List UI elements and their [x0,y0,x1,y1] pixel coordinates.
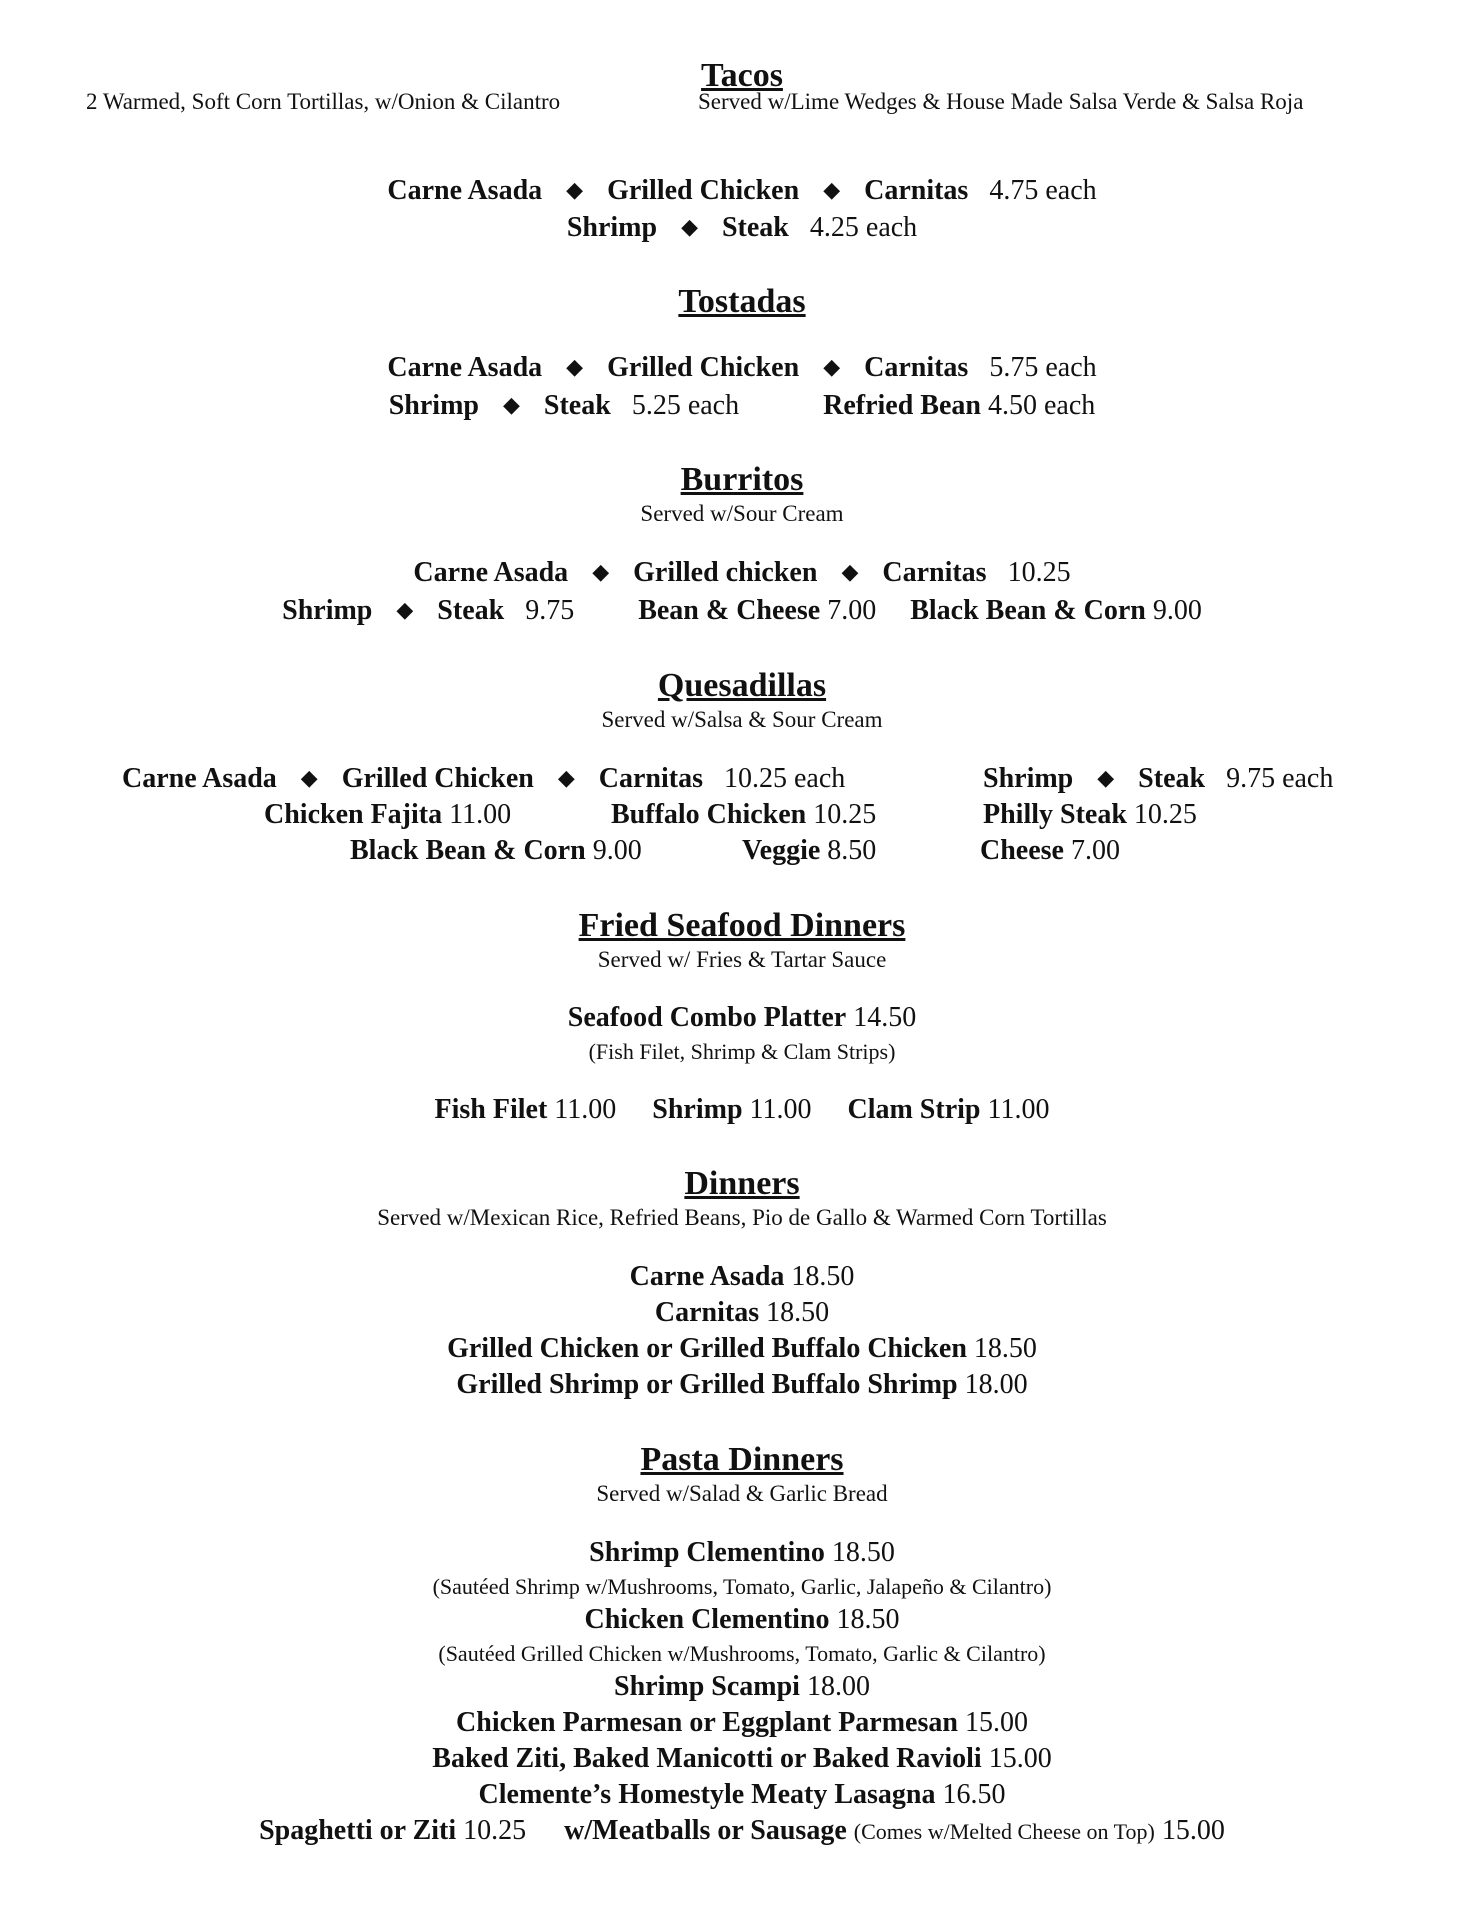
section-title-tacos: Tacos [701,57,783,94]
menu-item-price: 8.50 [827,835,877,866]
menu-item-name: Shrimp [388,390,479,421]
menu-item-price: 4.50 each [987,390,1096,421]
menu-item-name: Carne Asada [122,763,277,794]
diamond-icon: ◆ [566,177,584,202]
menu-item-price: 18.00 [806,1671,870,1702]
menu-item-price: 7.00 [827,595,877,626]
menu-item-name: Black Bean & Corn [910,595,1146,626]
menu-item-name: Shrimp [566,212,658,243]
menu-item-price: 11.00 [449,799,512,830]
quesadillas-served-note: Served w/Salsa & Sour Cream [601,707,883,732]
menu-item-price: 15.00 [1161,1815,1225,1846]
seafood-served-note: Served w/ Fries & Tartar Sauce [597,947,887,972]
pasta-item [0,1603,1484,1637]
menu-item-price: 16.50 [942,1779,1006,1810]
menu-item-name: Carnitas [864,175,969,206]
quesadillas-item [983,798,1197,832]
menu-item-name: Philly Steak [983,799,1127,830]
diamond-icon: ◆ [841,559,859,584]
pasta-item-note: (Sautéed Shrimp w/Mushrooms, Tomato, Garlic, Jalapeño & Cilantro) [432,1574,1052,1599]
diamond-icon: ◆ [823,177,841,202]
menu-item-price: 4.75 each [989,175,1097,206]
section-title-dinners: Dinners [684,1165,800,1202]
dinners-item [0,1368,1484,1402]
diamond-icon: ◆ [300,765,318,790]
menu-item-price: 15.00 [964,1707,1028,1738]
dinners-item [0,1260,1484,1294]
menu-item-name: Carne Asada [387,352,543,383]
menu-item-name: Carne Asada [413,557,569,588]
diamond-icon: ◆ [557,765,575,790]
menu-item-name: Steak [543,390,611,421]
menu-item-name: Chicken Clementino [584,1604,830,1635]
menu-item-name: Carnitas [598,763,703,794]
menu-item-price: 10.25 [1007,557,1071,588]
menu-item-name: Carnitas [882,557,987,588]
menu-item-name: Cheese [980,835,1064,866]
menu-item-name: Refried Bean [823,390,981,421]
menu-item-price: 15.00 [988,1743,1052,1774]
menu-item-name: Spaghetti or Ziti [259,1815,457,1846]
menu-item-name: Grilled Chicken [607,352,800,383]
menu-item-price: 4.25 each [809,212,918,243]
menu-item-name: Seafood Combo Platter [567,1002,847,1033]
dinners-item [0,1332,1484,1366]
menu-item-name: Buffalo Chicken [611,799,807,830]
section-title-pasta-dinners: Pasta Dinners [640,1441,844,1478]
menu-item-price: 18.50 [766,1297,830,1328]
menu-item-name: Clam Strip [847,1094,981,1125]
quesadillas-item [264,798,511,832]
tacos-row-1 [0,174,1484,209]
menu-item-price: 11.00 [749,1094,812,1125]
menu-item-price: 9.75 [525,595,575,626]
menu-item-name: Fish Filet [434,1094,548,1125]
menu-item-price: 18.50 [836,1604,900,1635]
menu-item-price: 10.25 [463,1815,527,1846]
menu-item-name: Chicken Parmesan or Eggplant Parmesan [456,1707,958,1738]
menu-item-name: Shrimp [652,1094,743,1125]
menu-item-price: 18.50 [831,1537,895,1568]
quesadillas-item [980,834,1120,868]
menu-item-name: Black Bean & Corn [350,835,586,866]
tacos-served-note: Served w/Lime Wedges & House Made Salsa Verde & Salsa Roja [698,89,1304,114]
menu-item-price: 10.25 each [724,763,846,794]
pasta-item [0,1536,1484,1570]
menu-item-name: Carne Asada [629,1261,785,1292]
tacos-tortilla-note: 2 Warmed, Soft Corn Tortillas, w/Onion & Cilantro [86,89,561,114]
menu-item-name: w/Meatballs or Sausage [564,1815,847,1846]
menu-item-price: 7.00 [1070,835,1120,866]
menu-item-name: Steak [721,212,789,243]
quesadillas-item [611,798,876,832]
menu-item-price: 18.50 [973,1333,1037,1364]
quesadillas-item [350,834,642,868]
menu-item-price: 9.75 each [1226,763,1334,794]
menu-item-name: Steak [1138,763,1206,794]
pasta-item [0,1706,1484,1740]
menu-item-name: Chicken Fajita [264,799,443,830]
menu-item-name: Veggie [742,835,821,866]
pasta-item [0,1778,1484,1812]
menu-item-name: Grilled Chicken or Grilled Buffalo Chicken [447,1333,967,1364]
menu-item-price: 18.00 [964,1369,1028,1400]
menu-item-name: Grilled Shrimp or Grilled Buffalo Shrimp [456,1369,958,1400]
menu-item-name: Shrimp Clementino [589,1537,825,1568]
quesadillas-row-1-left [122,762,845,797]
menu-item-price: 9.00 [1152,595,1202,626]
menu-item-price: 5.75 each [989,352,1097,383]
menu-item-price: 10.25 [1133,799,1197,830]
menu-item-name: Carnitas [654,1297,760,1328]
dinners-item [0,1296,1484,1330]
menu-item-name: Steak [437,595,505,626]
menu-item-price: 11.00 [554,1094,617,1125]
menu-item-price: 5.25 each [631,390,740,421]
pasta-item-note: (Comes w/Melted Cheese on Top) [853,1819,1155,1844]
seafood-combo-row [0,1001,1484,1035]
diamond-icon: ◆ [396,597,414,622]
menu-item-name: Shrimp [983,763,1074,794]
diamond-icon: ◆ [823,354,841,379]
menu-item-price: 11.00 [987,1094,1050,1125]
menu-item-name: Bean & Cheese [638,595,821,626]
diamond-icon: ◆ [566,354,584,379]
menu-item-price: 9.00 [592,835,642,866]
section-title-fried-seafood: Fried Seafood Dinners [578,907,906,944]
menu-item-name: Grilled Chicken [607,175,800,206]
pasta-item-note: (Sautéed Grilled Chicken w/Mushrooms, Tomato, Garlic & Cilantro) [438,1641,1046,1666]
section-title-quesadillas: Quesadillas [657,667,827,704]
menu-item-name: Shrimp Scampi [614,1671,800,1702]
menu-item-name: Carnitas [864,352,969,383]
burritos-served-note: Served w/Sour Cream [640,501,844,526]
tostadas-row-2 [0,389,1484,424]
tacos-row-2 [0,211,1484,246]
menu-item-name: Clemente’s Homestyle Meaty Lasagna [478,1779,936,1810]
quesadillas-row-1-right [983,762,1333,797]
seafood-row [0,1093,1484,1127]
pasta-served-note: Served w/Salad & Garlic Bread [596,1481,888,1506]
burritos-row-2 [0,594,1484,629]
diamond-icon: ◆ [681,214,698,239]
menu-item-name: Grilled chicken [633,557,818,588]
burritos-row-1 [0,556,1484,591]
tostadas-row-1 [0,351,1484,386]
diamond-icon: ◆ [502,392,520,417]
menu-item-price: 18.50 [791,1261,855,1292]
menu-item-name: Shrimp [282,595,373,626]
menu-item-name: Baked Ziti, Baked Manicotti or Baked Ravioli [432,1743,982,1774]
section-title-tostadas: Tostadas [678,283,806,320]
seafood-combo-note: (Fish Filet, Shrimp & Clam Strips) [588,1039,896,1064]
dinners-served-note: Served w/Mexican Rice, Refried Beans, Pio de Gallo & Warmed Corn Tortillas [377,1205,1107,1230]
menu-item-price: 10.25 [813,799,877,830]
pasta-item [0,1814,1484,1848]
quesadillas-item [742,834,876,868]
menu-item-price: 14.50 [853,1002,917,1033]
pasta-item [0,1742,1484,1776]
diamond-icon: ◆ [592,559,610,584]
menu-item-name: Grilled Chicken [341,763,534,794]
pasta-item [0,1670,1484,1704]
menu-item-name: Carne Asada [387,175,543,206]
diamond-icon: ◆ [1097,765,1115,790]
section-title-burritos: Burritos [680,461,804,498]
